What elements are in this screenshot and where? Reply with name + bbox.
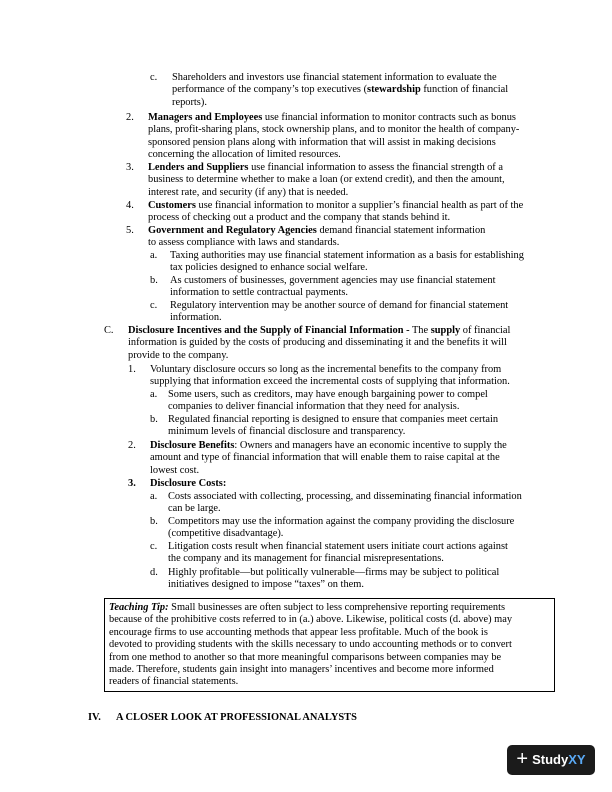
plus-icon: + — [516, 748, 529, 770]
brand-logo-text: StudyXY — [532, 751, 586, 767]
teaching-tip-box: Teaching Tip: Small businesses are often subject to less comprehensive reporting requirements because of the prohibitive costs referred to in (a.) above. Likewise, political costs (d. above) may encourage firms to use accounting methods that appear less profitable. Much of the book is devoted to providing students with the skills necessary to undo accounting methods or to convert from one method to another so that more meaningful comparisons between companies may be made. Therefore, students gain insight into managers’ incentives and become more informed readers of financial statements. — [104, 598, 555, 692]
document-page: c. Shareholders and investors use financial statement information to evaluate the performance of the company’s top executives (stewardship function of financial reports). 2. Managers and Employees use financial information to monitor contracts such as bonus plans, profit-sharing plans, stock ownership plans, and to monitor the health of company- sponsored pension plans along with information that will assist in making decisions concerning the allocation of limited resources. 3. Lenders and Suppliers use financial information to assess the financial strength of a business to determine whether to make a loan (or extend credit), and then the amount, interest rate, and security (if any) that is needed. 4. Customers use financial information to monitor a supplier’s financial health as part of the process of checking out a product and the company that stands behind it. 5. Government and Regulatory Agencies demand financial statement information to assess compliance with laws and standards. a. Taxing authorities may use financial statement information as a basis for establishing tax policies designed to enhance social welfare. b. As customers of businesses, government agencies may use financial statement information to settle contractual payments. c. Regulatory intervention may be another source of demand for financial statement information. C. Disclosure Incentives and the Supply of Financial Information - The supply of financial information is guided by the costs of producing and disseminating it and the benefits it will provide to the company. 1. Voluntary disclosure occurs so long as the incremental benefits to the company from supplying that information exceed the incremental costs of supplying that information. a. Some users, such as creditors, may have enough bargaining power to compel companies to deliver financial information that they need for analysis. b. Regulated financial reporting is designed to ensure that companies meet certain minimum levels of financial disclosure and transparency. 2. Disclosure Benefits: Owners and managers have an economic incentive to supply the amount and type of financial information that will enable them to raise capital at the lowest cost. 3. Disclosure Costs: a. Costs associated with collecting, processing, and disseminating financial information can be large. b. Competitors may use the information against the company providing the disclosure (competitive disadvantage). c. Litigation costs result when financial statement users initiate court actions against the company and its management for financial misrepresentations. d. Highly profitable—but politically vulnerable—firms may be subject to political initiatives designed to impose “taxes” on them. Teaching Tip: Small businesses are often subject to less comprehensive reporting requirements because of the prohibitive costs referred to in (a.) above. Likewise, political costs (d. above) may encourage firms to use accounting methods that appear less profitable. Much of the book is devoted to providing students with the skills necessary to undo accounting methods or to convert from one method to another so that more meaningful comparisons between companies may be made. Therefore, students gain insight into managers’ incentives and become more informed readers of financial statements. IV. A CLOSER LOOK AT PROFESSIONAL ANALYSTS + StudyXY — [0, 0, 612, 792]
studyxy-badge[interactable] — [507, 745, 595, 775]
teaching-tip-label: Teaching Tip: — [109, 602, 169, 613]
